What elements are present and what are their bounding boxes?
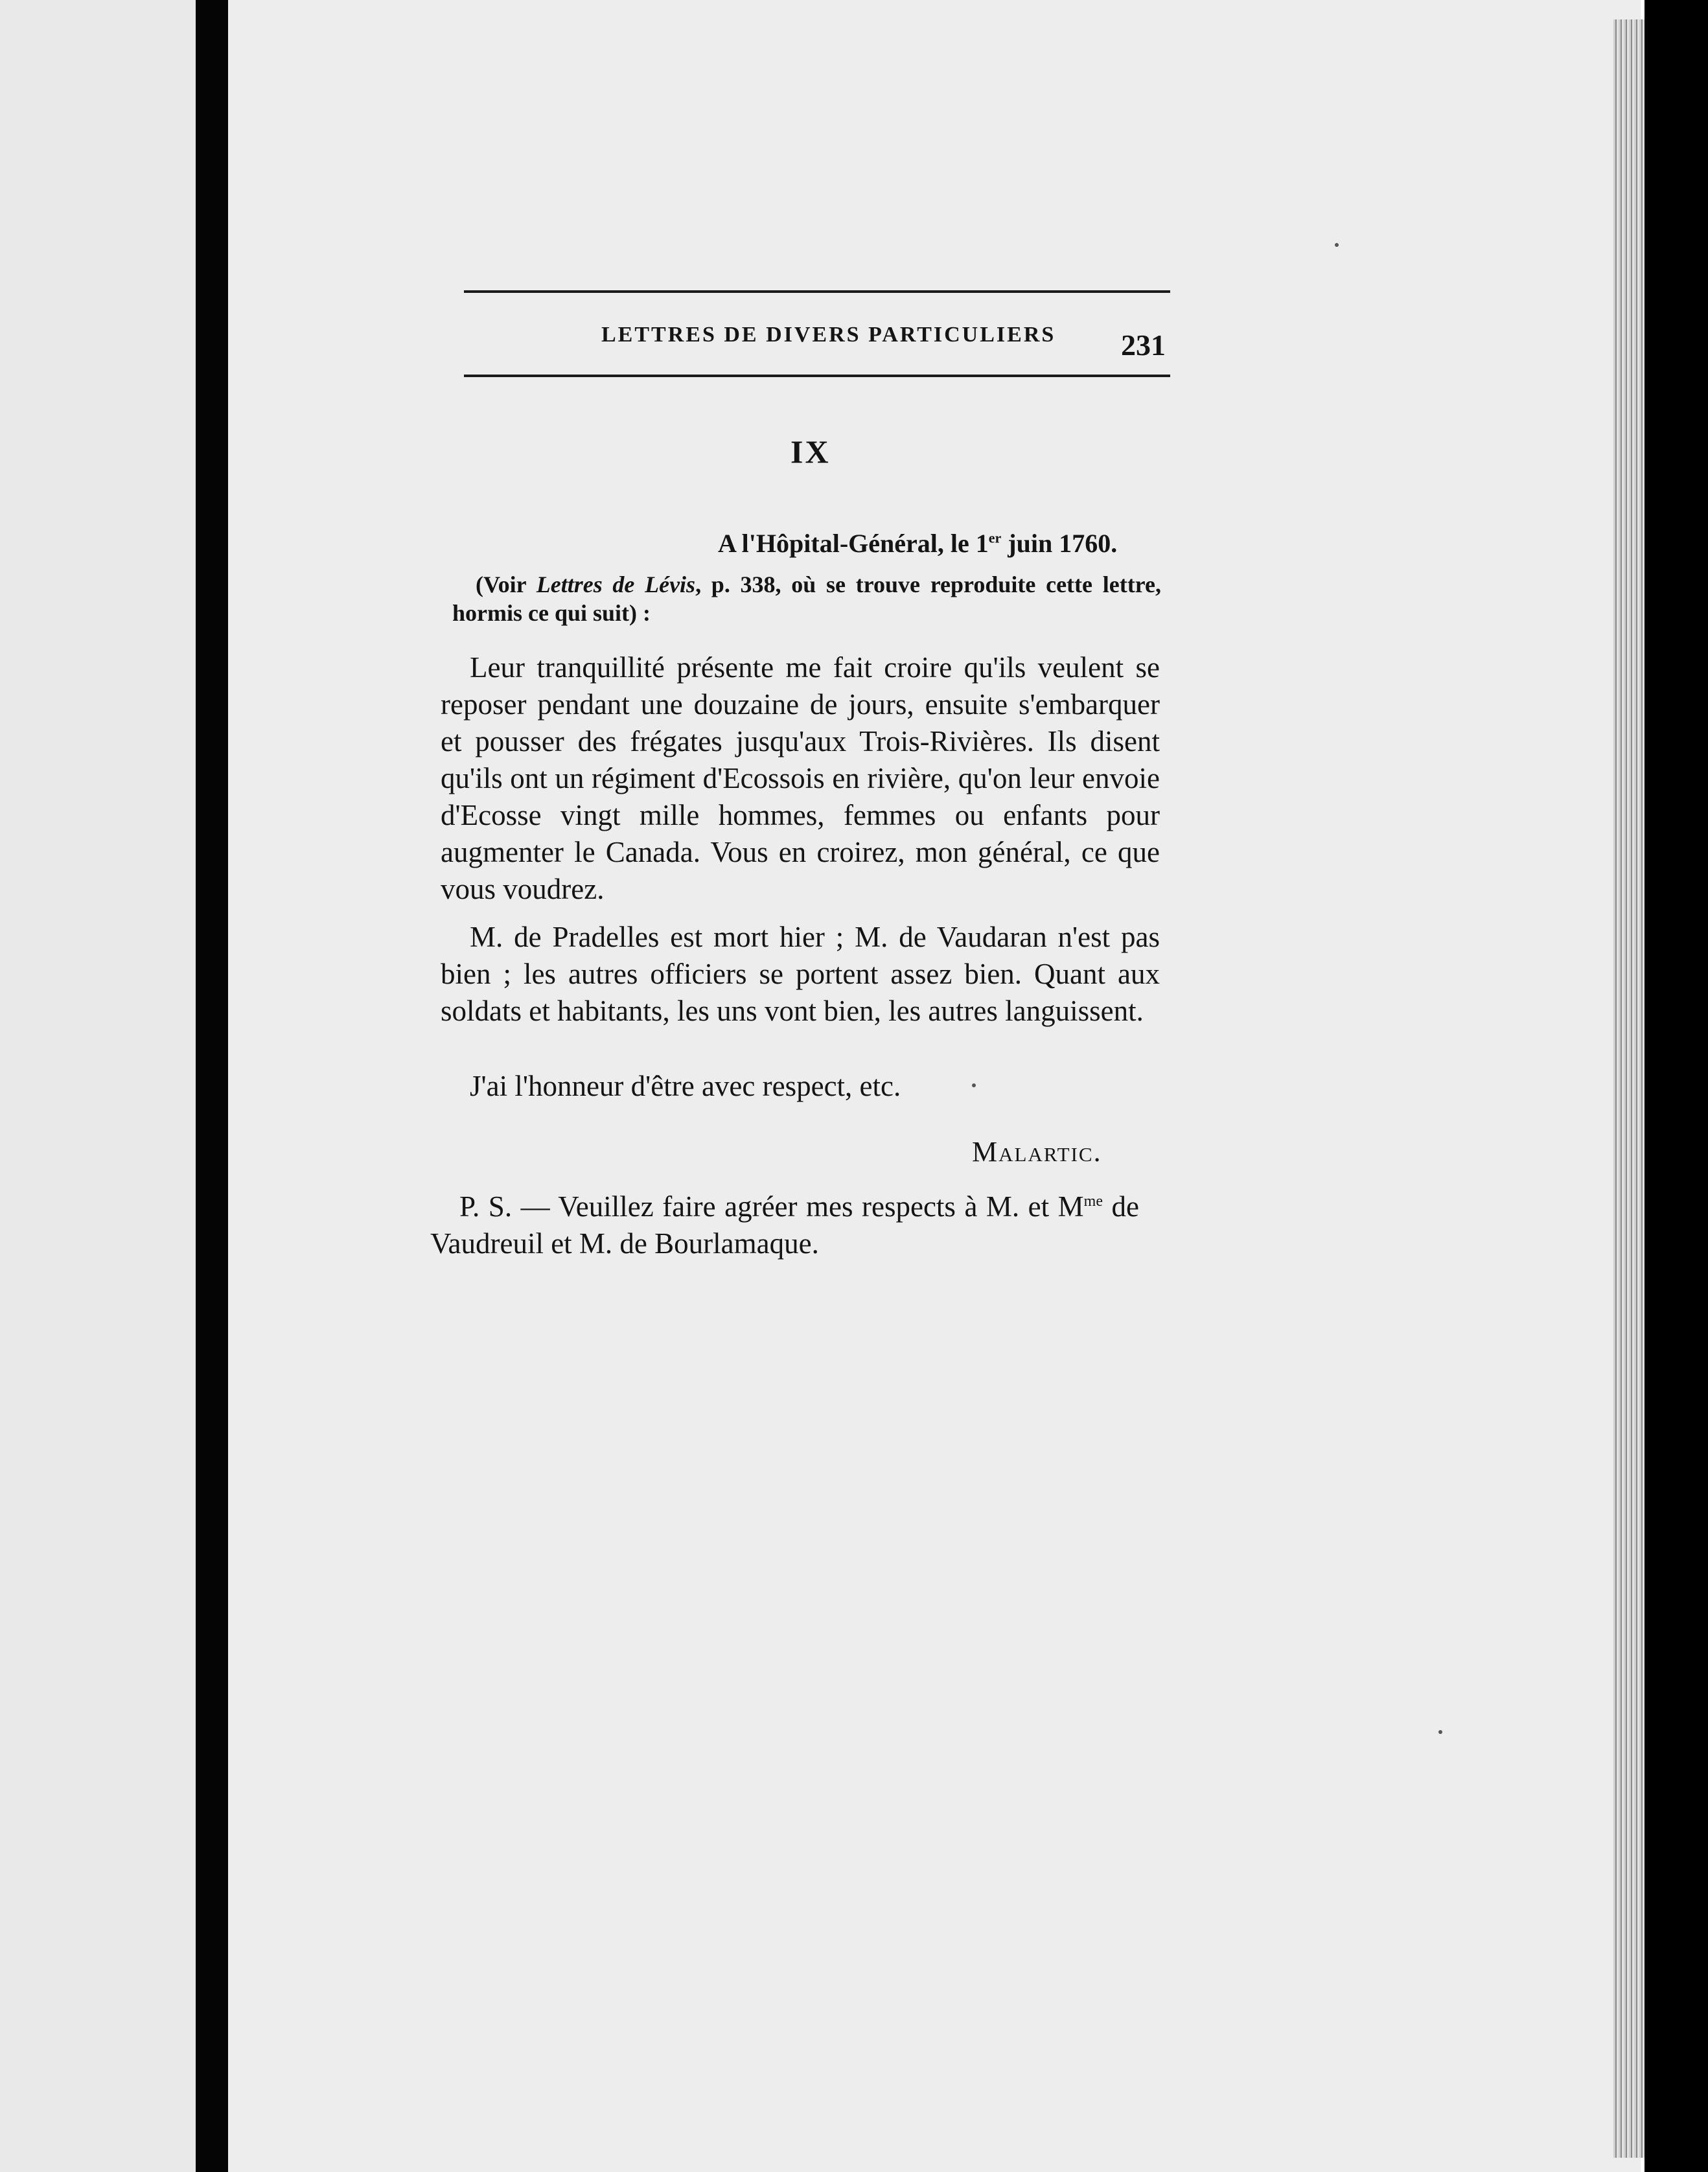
editorial-note bbox=[452, 570, 1161, 627]
letter-number: IX bbox=[791, 433, 831, 470]
signature: Malartic. bbox=[972, 1136, 1102, 1168]
postscript bbox=[430, 1183, 1139, 1262]
note-rest: , p. 338, où se trouve reproduite cette lettre, hormis ce qui suit) : bbox=[452, 572, 1161, 626]
paragraph-2: M. de Pradelles est mort hier ; M. de Vaudaran n'est pas bien ; les autres officiers se portent assez bien. Quant aux soldats et habitants, les uns vont bien, les autres languissent. bbox=[441, 921, 1160, 1027]
dateline bbox=[718, 528, 1117, 559]
postscript-prefix: P. S. — Veuillez faire agréer mes respects à M. et M bbox=[459, 1190, 1084, 1223]
dateline-suffix: juin 1760. bbox=[1001, 529, 1118, 558]
facing-page-margin bbox=[0, 0, 196, 2172]
postscript-suffix: de Vaudreuil et M. de Bourlamaque. bbox=[430, 1190, 1139, 1260]
note-title: Lettres de Lévis bbox=[536, 572, 696, 597]
paragraph-3: J'ai l'honneur d'être avec respect, etc. bbox=[470, 1070, 901, 1102]
header-rule-top bbox=[464, 290, 1170, 293]
scan-speck bbox=[1335, 243, 1339, 247]
paragraph-1: Leur tranquillité présente me fait croire qu'ils veulent se reposer pendant une douzaine de jours, ensuite s'embarquer et pousser des frégates jusqu'aux Trois-Rivières. Ils disent qu'ils ont un régiment d'Ecossois en rivière, qu'on leur envoie d'Ecosse vingt mille hommes, femmes ou enfants pour augmenter le Canada. Vous en croirez, mon général, ce que vous voudrez. bbox=[441, 651, 1160, 905]
scan-speck bbox=[1438, 1730, 1442, 1734]
page-edge-stack bbox=[1613, 19, 1645, 2158]
running-title: LETTRES DE DIVERS PARTICULIERS bbox=[601, 323, 1056, 347]
dateline-superscript: er bbox=[988, 529, 1002, 546]
page-number: 231 bbox=[1121, 329, 1166, 362]
header-rule-bottom bbox=[464, 375, 1170, 377]
note-open: (Voir bbox=[476, 572, 537, 597]
scan-speck bbox=[972, 1083, 976, 1087]
scan-border bbox=[1645, 0, 1708, 2172]
dateline-prefix: A l'Hôpital-Général, le 1 bbox=[718, 529, 989, 558]
book-gutter bbox=[196, 0, 228, 2172]
postscript-superscript: me bbox=[1083, 1193, 1103, 1210]
